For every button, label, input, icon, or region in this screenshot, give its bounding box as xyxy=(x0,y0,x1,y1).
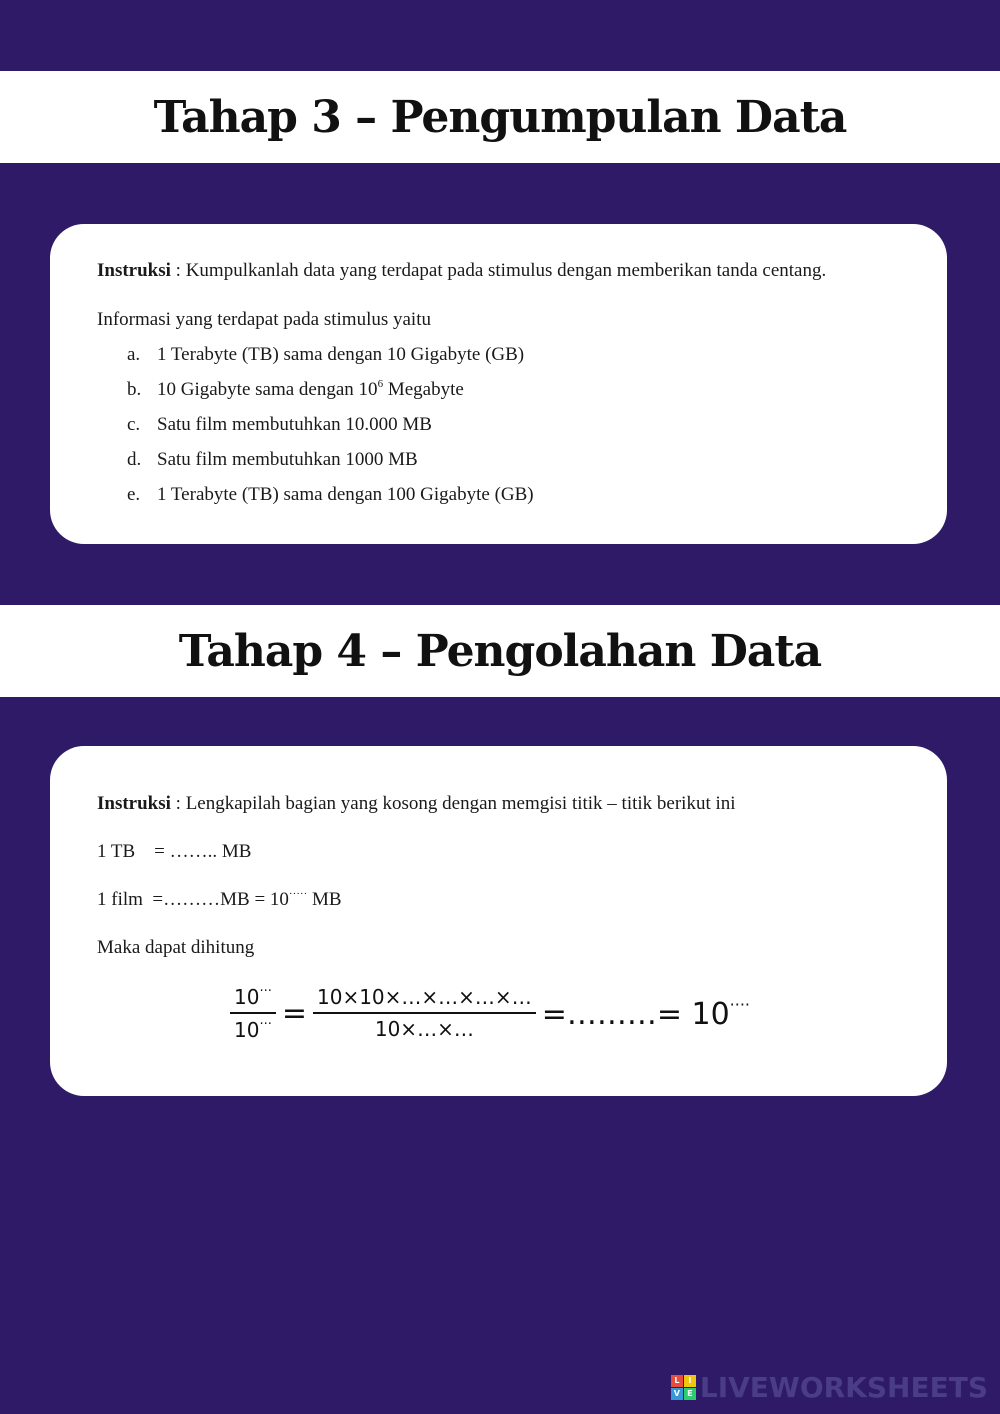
list-item-text xyxy=(157,379,464,401)
calculation-equation xyxy=(230,984,750,1042)
list-item-text-pre: 10 Gigabyte sama dengan 10 xyxy=(157,379,378,400)
list-item-text: Satu film membutuhkan 1000 MB xyxy=(157,449,418,470)
list-marker: c. xyxy=(127,414,141,435)
result-exponent: ···· xyxy=(729,994,751,1014)
logo-square-i: I xyxy=(684,1375,696,1387)
exponent-blank: ····· xyxy=(288,888,308,900)
logo-square-e: E xyxy=(684,1388,696,1400)
result-text: =………= 10 xyxy=(541,996,730,1032)
section4-header xyxy=(0,605,1000,697)
list-item-d[interactable] xyxy=(97,449,947,471)
list-item-text: 1 Terabyte (TB) sama dengan 100 Gigabyte (GB) xyxy=(157,484,534,505)
film-size-text: 1 film =………MB = 10 xyxy=(97,889,289,910)
numerator-base: 10 xyxy=(234,985,260,1009)
section4-card xyxy=(50,746,947,1096)
fraction-numerator xyxy=(230,984,276,1014)
fraction-denominator xyxy=(230,1014,276,1042)
section3-info-intro: Informasi yang terdapat pada stimulus yaitu xyxy=(97,309,431,330)
logo-square-v: V xyxy=(671,1388,683,1400)
section3-title: Tahap 3 – Pengumpulan Data xyxy=(153,91,847,143)
numerator-exponent: ··· xyxy=(259,984,272,999)
list-marker: d. xyxy=(127,449,142,470)
equation-result[interactable] xyxy=(542,995,750,1032)
section4-instruction-label: Instruksi xyxy=(97,793,171,814)
list-item-e[interactable] xyxy=(97,484,947,506)
list-item-text: Satu film membutuhkan 10.000 MB xyxy=(157,414,432,435)
film-size-unit: MB xyxy=(307,889,342,910)
section4-instruction-text: : Lengkapilah bagian yang kosong dengan memgisi titik – titik berikut ini xyxy=(170,793,736,814)
exponent: 6 xyxy=(377,378,384,390)
section3-list xyxy=(97,344,947,506)
film-size-line[interactable] xyxy=(97,889,947,911)
expanded-denominator: 10×…×… xyxy=(374,1017,474,1041)
logo-square-l: L xyxy=(671,1375,683,1387)
equals-sign: = xyxy=(281,995,307,1031)
list-item-b[interactable] xyxy=(97,379,947,401)
denominator-base: 10 xyxy=(234,1018,260,1042)
list-item-text: 1 Terabyte (TB) sama dengan 10 Gigabyte (GB) xyxy=(157,344,525,365)
logo-icon xyxy=(671,1375,696,1400)
expanded-numerator: 10×10×…×…×…×… xyxy=(313,985,536,1014)
list-item-text-post: Megabyte xyxy=(383,379,464,400)
section3-card xyxy=(50,224,947,544)
section3-instruction xyxy=(97,260,947,282)
list-marker: a. xyxy=(127,344,141,365)
section4-instruction xyxy=(97,793,947,815)
denominator-exponent: ··· xyxy=(259,1017,272,1032)
list-item-a[interactable] xyxy=(97,344,947,366)
list-marker: b. xyxy=(127,379,142,400)
section3-instruction-text: : Kumpulkanlah data yang terdapat pada stimulus dengan memberikan tanda centang. xyxy=(170,260,827,281)
logo-text: LIVEWORKSHEETS xyxy=(699,1371,988,1404)
liveworksheets-logo xyxy=(671,1371,988,1404)
tb-to-mb-line[interactable]: 1 TB = …….. MB xyxy=(97,841,252,862)
fraction-expanded[interactable] xyxy=(313,985,536,1041)
section3-instruction-label: Instruksi xyxy=(97,260,171,281)
section3-header xyxy=(0,71,1000,163)
section4-title: Tahap 4 – Pengolahan Data xyxy=(178,625,822,677)
list-item-c[interactable] xyxy=(97,414,947,436)
calculation-intro: Maka dapat dihitung xyxy=(97,937,255,958)
list-marker: e. xyxy=(127,484,141,505)
fraction-powers[interactable] xyxy=(230,984,276,1042)
